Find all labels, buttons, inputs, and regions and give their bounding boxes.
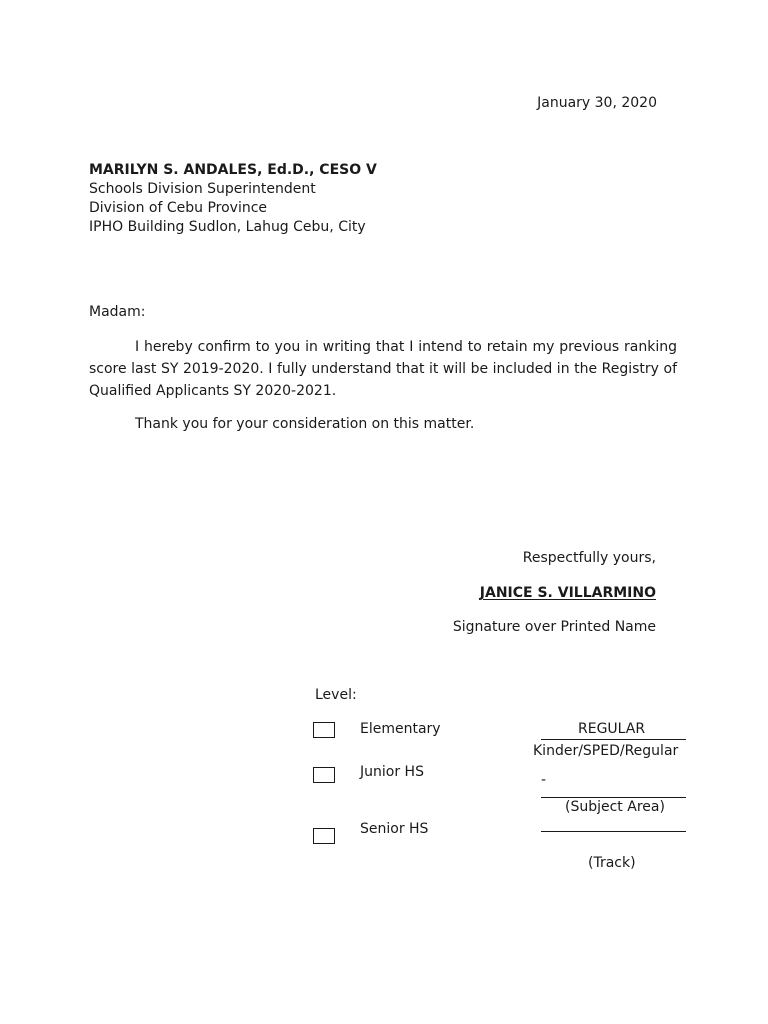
- level-label: Level:: [315, 687, 357, 703]
- recipient-title: Schools Division Superintendent: [89, 181, 316, 197]
- recipient-address: IPHO Building Sudlon, Lahug Cebu, City: [89, 219, 366, 235]
- elementary-value-line: [541, 739, 686, 740]
- body-paragraph-2: Thank you for your consideration on this matter.: [135, 416, 475, 432]
- elementary-caption: Kinder/SPED/Regular: [533, 743, 679, 759]
- senior-hs-checkbox[interactable]: [313, 828, 335, 844]
- signer-name: JANICE S. VILLARMINO: [479, 585, 656, 601]
- junior-hs-label: Junior HS: [360, 764, 424, 780]
- elementary-value: REGULAR: [578, 721, 646, 737]
- recipient-office: Division of Cebu Province: [89, 200, 268, 216]
- senior-hs-label: Senior HS: [360, 821, 429, 837]
- junior-hs-checkbox[interactable]: [313, 767, 335, 783]
- junior-hs-value: -: [541, 772, 547, 788]
- salutation: Madam:: [89, 304, 146, 320]
- letter-date: January 30, 2020: [537, 95, 657, 111]
- body-paragraph-1: I hereby confirm to you in writing that I intend to retain my previous ranking score last SY 2019-2020. I fully understand that it will be included in the Registry of Qualified Applicants SY 2020-2021.: [89, 339, 677, 399]
- recipient-name: MARILYN S. ANDALES, Ed.D., CESO V: [89, 162, 377, 178]
- recipient-block: [89, 161, 377, 237]
- elementary-checkbox[interactable]: [313, 722, 335, 738]
- subject-area-caption: (Subject Area): [565, 799, 665, 815]
- signature-caption: Signature over Printed Name: [452, 619, 656, 635]
- elementary-label: Elementary: [360, 721, 441, 737]
- track-line: [541, 831, 686, 832]
- closing: Respectfully yours,: [522, 550, 656, 566]
- track-caption: (Track): [588, 855, 636, 871]
